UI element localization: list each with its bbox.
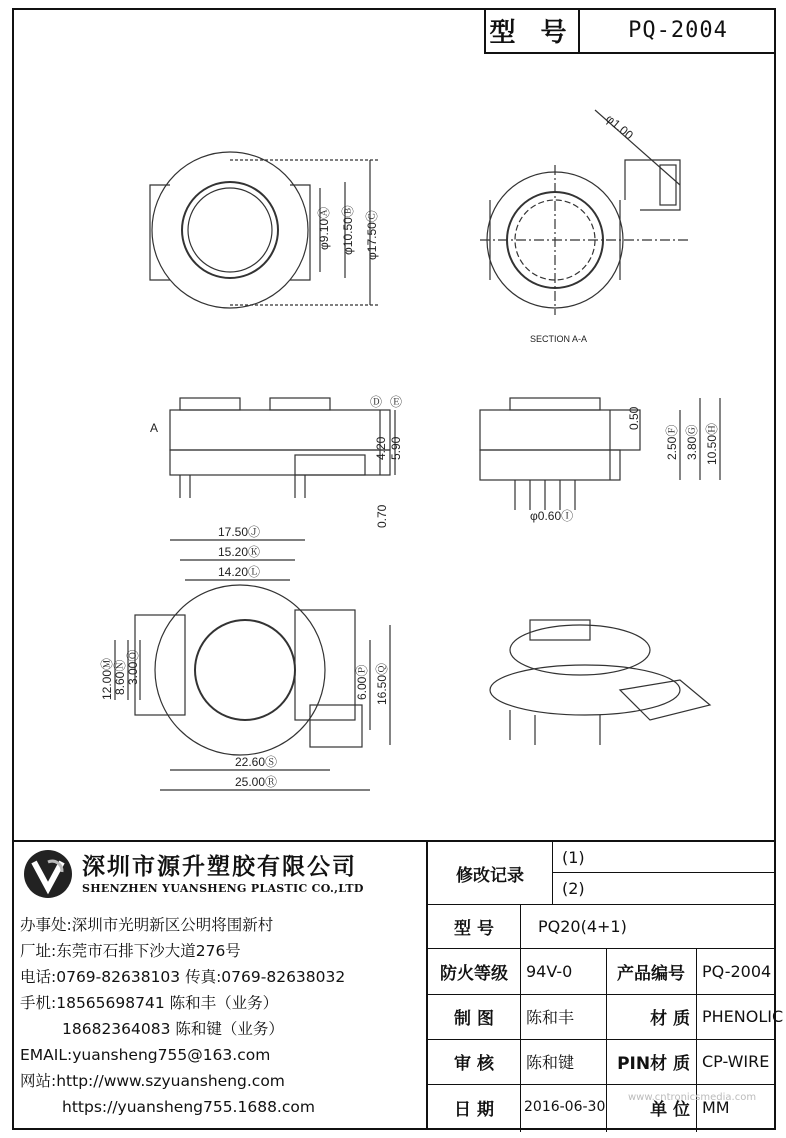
material-label: 材 质	[650, 1009, 690, 1029]
dim-h: 10.50Ⓗ	[705, 422, 719, 465]
dim-e: Ⓔ	[390, 395, 403, 409]
bore-outer	[182, 182, 278, 278]
contact-info	[20, 912, 345, 1120]
dim-pin-len: 0.70	[375, 504, 389, 528]
drawn-by-label: 制 图	[454, 1009, 494, 1029]
revision-2: (2)	[562, 879, 585, 898]
dim-a: φ9.10Ⓐ	[317, 206, 331, 250]
dim-i: φ0.60Ⓘ	[530, 509, 574, 523]
technical-drawing	[40, 80, 746, 820]
office-address: 办事处:深圳市光明新区公明将围新村	[20, 916, 274, 934]
model-label: 型 号	[454, 918, 494, 939]
phone-fax: 电话:0769-82638103 传真:0769-82638032	[20, 968, 346, 986]
dim-f: 2.50Ⓕ	[665, 424, 679, 460]
section-marker: A	[150, 421, 159, 435]
revision-1: (1)	[562, 847, 585, 867]
dim-s: 22.60Ⓢ	[235, 755, 278, 769]
material-value: PHENOLIC	[702, 1007, 784, 1026]
dim-q: 16.50Ⓠ	[375, 662, 389, 705]
dim-offset: 0.50	[627, 406, 641, 430]
drawn-by-value: 陈和丰	[526, 1008, 575, 1027]
dim-m: 12.00Ⓜ	[100, 657, 114, 700]
reviewer-value: 陈和键	[526, 1053, 575, 1072]
header-model-label: 型 号	[486, 8, 580, 52]
date-value: 2016-06-30	[524, 1099, 606, 1115]
reviewer-label: 审 核	[454, 1054, 494, 1074]
title-block	[12, 840, 784, 1130]
header-model-value: PQ-2004	[628, 17, 728, 43]
company-en-name: SHENZHEN YUANSHENG PLASTIC CO.,LTD	[82, 882, 364, 895]
dim-k: 15.20Ⓚ	[218, 545, 261, 559]
model-value: PQ20(4+1)	[538, 916, 627, 936]
website-2: https://yuansheng755.1688.com	[62, 1098, 315, 1116]
email: EMAIL:yuansheng755@163.com	[20, 1046, 271, 1064]
dim-d: Ⓓ	[370, 395, 383, 409]
factory-address: 厂址:东莞市石排下沙大道276号	[20, 942, 241, 960]
dim-b: φ10.50Ⓑ	[341, 205, 355, 255]
dim-r: 25.00Ⓡ	[235, 775, 278, 789]
dim-l: 14.20Ⓛ	[218, 565, 261, 579]
outer-flange	[152, 152, 308, 308]
revision-label: 修改记录	[456, 865, 524, 886]
dim-g: 3.80Ⓖ	[685, 424, 699, 460]
mobile-1: 手机:18565698741 陈和丰（业务）	[20, 994, 279, 1012]
dim-o: 3.00Ⓞ	[126, 649, 140, 685]
watermark: www.cntronicsmedia.com	[628, 1091, 757, 1103]
date-label: 日 期	[454, 1099, 494, 1120]
dim-p: 6.00Ⓟ	[355, 664, 369, 700]
website-1: 网站:http://www.szyuansheng.com	[20, 1072, 285, 1090]
company-cn-name: 深圳市源升塑胶有限公司	[82, 854, 357, 880]
dim-c: φ17.50Ⓒ	[365, 210, 379, 260]
product-no-label: 产品编号	[617, 963, 685, 984]
unit-value: MM	[702, 1097, 730, 1117]
dim-height-1: 4.20	[374, 436, 388, 460]
company-logo-icon	[22, 848, 74, 900]
pin-material-value: CP-WIRE	[702, 1052, 770, 1071]
product-no-value: PQ-2004	[702, 961, 772, 981]
dim-pin-dia: φ1.00	[603, 111, 636, 143]
dim-n: 8.60Ⓝ	[113, 659, 127, 695]
dim-j: 17.50Ⓙ	[218, 525, 261, 539]
section-label: SECTION A-A	[530, 334, 588, 344]
fire-rating-label: 防火等级	[440, 963, 508, 984]
unit-label: 单 位	[650, 1099, 690, 1120]
fire-rating-value: 94V-0	[526, 961, 573, 981]
spec-table	[426, 842, 784, 1130]
company-header	[12, 842, 426, 904]
mobile-2: 18682364083 陈和键（业务）	[62, 1020, 284, 1038]
pin-material-label: PIN材 质	[617, 1054, 690, 1074]
dim-height-2: 5.90	[389, 436, 403, 460]
header-model-box	[484, 8, 776, 54]
